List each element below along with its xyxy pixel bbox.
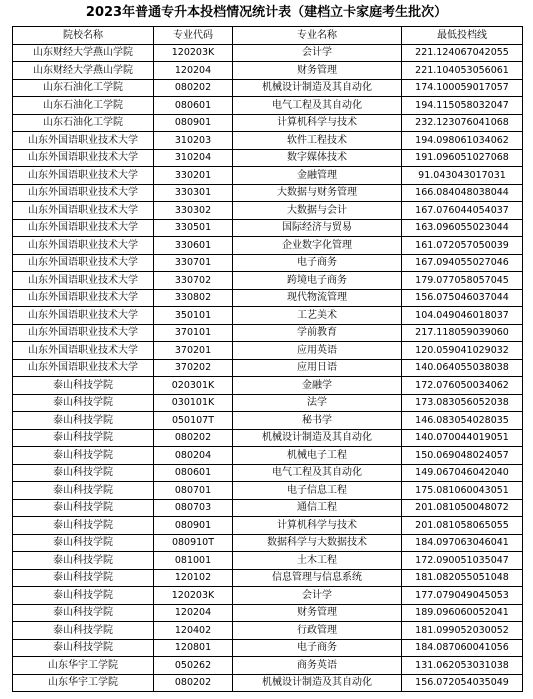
min-score-cell: 194.098061034062 xyxy=(402,132,523,150)
table-row xyxy=(13,674,523,692)
major-name-cell: 电子信息工程 xyxy=(233,482,402,500)
table-row xyxy=(13,639,523,657)
min-score-cell: 181.082055051048 xyxy=(402,569,523,587)
school-cell: 山东外国语职业技术大学 xyxy=(13,342,154,360)
table-row xyxy=(13,149,523,167)
school-cell: 山东财经大学燕山学院 xyxy=(13,62,154,80)
table-row xyxy=(13,622,523,640)
major-code-cell: 370201 xyxy=(154,342,233,360)
major-code-cell: 120203K xyxy=(154,587,233,605)
min-score-cell: 181.099052030052 xyxy=(402,622,523,640)
school-cell: 泰山科技学院 xyxy=(13,499,154,517)
min-score-cell: 91.043043017031 xyxy=(402,167,523,185)
table-row xyxy=(13,167,523,185)
min-score-cell: 194.115058032047 xyxy=(402,97,523,115)
major-name-cell: 财务管理 xyxy=(233,604,402,622)
school-cell: 山东外国语职业技术大学 xyxy=(13,324,154,342)
school-cell: 泰山科技学院 xyxy=(13,639,154,657)
school-cell: 泰山科技学院 xyxy=(13,622,154,640)
major-code-cell: 310204 xyxy=(154,149,233,167)
min-score-cell: 146.083054028035 xyxy=(402,412,523,430)
major-code-cell: 370101 xyxy=(154,324,233,342)
header-min-score: 最低投档线 xyxy=(402,27,523,45)
major-name-cell: 机械设计制造及其自动化 xyxy=(233,429,402,447)
table-row xyxy=(13,604,523,622)
major-name-cell: 企业数字化管理 xyxy=(233,237,402,255)
major-code-cell: 330201 xyxy=(154,167,233,185)
min-score-cell: 184.097063046041 xyxy=(402,534,523,552)
major-code-cell: 030101K xyxy=(154,394,233,412)
major-name-cell: 应用日语 xyxy=(233,359,402,377)
major-name-cell: 会计学 xyxy=(233,44,402,62)
major-name-cell: 现代物流管理 xyxy=(233,289,402,307)
school-cell: 山东外国语职业技术大学 xyxy=(13,272,154,290)
min-score-cell: 131.062053031038 xyxy=(402,657,523,675)
school-cell: 山东外国语职业技术大学 xyxy=(13,254,154,272)
major-code-cell: 330302 xyxy=(154,202,233,220)
major-code-cell: 330601 xyxy=(154,237,233,255)
min-score-cell: 221.104053056061 xyxy=(402,62,523,80)
table-row xyxy=(13,429,523,447)
school-cell: 山东外国语职业技术大学 xyxy=(13,132,154,150)
major-name-cell: 机械设计制造及其自动化 xyxy=(233,79,402,97)
min-score-cell: 166.084048038044 xyxy=(402,184,523,202)
table-row xyxy=(13,534,523,552)
min-score-cell: 217.118059039060 xyxy=(402,324,523,342)
table-row xyxy=(13,289,523,307)
school-cell: 泰山科技学院 xyxy=(13,604,154,622)
major-code-cell: 080601 xyxy=(154,97,233,115)
table-row xyxy=(13,254,523,272)
min-score-cell: 120.059041029032 xyxy=(402,342,523,360)
school-cell: 山东石油化工学院 xyxy=(13,97,154,115)
major-name-cell: 秘书学 xyxy=(233,412,402,430)
major-code-cell: 350101 xyxy=(154,307,233,325)
major-name-cell: 计算机科学与技术 xyxy=(233,517,402,535)
table-row xyxy=(13,359,523,377)
major-code-cell: 120204 xyxy=(154,604,233,622)
min-score-cell: 104.049046018037 xyxy=(402,307,523,325)
table-row xyxy=(13,482,523,500)
school-cell: 泰山科技学院 xyxy=(13,377,154,395)
school-cell: 山东华宇工学院 xyxy=(13,657,154,675)
major-name-cell: 会计学 xyxy=(233,587,402,605)
major-name-cell: 财务管理 xyxy=(233,62,402,80)
school-cell: 泰山科技学院 xyxy=(13,552,154,570)
major-name-cell: 行政管理 xyxy=(233,622,402,640)
table-row xyxy=(13,499,523,517)
header-major-code: 专业代码 xyxy=(154,27,233,45)
major-name-cell: 工艺美术 xyxy=(233,307,402,325)
major-code-cell: 080601 xyxy=(154,464,233,482)
min-score-cell: 156.072054035049 xyxy=(402,674,523,692)
major-name-cell: 计算机科学与技术 xyxy=(233,114,402,132)
major-name-cell: 跨境电子商务 xyxy=(233,272,402,290)
min-score-cell: 156.075046037044 xyxy=(402,289,523,307)
major-code-cell: 080204 xyxy=(154,447,233,465)
major-code-cell: 120102 xyxy=(154,569,233,587)
min-score-cell: 201.081050048072 xyxy=(402,499,523,517)
table-row xyxy=(13,202,523,220)
major-code-cell: 080202 xyxy=(154,674,233,692)
school-cell: 山东石油化工学院 xyxy=(13,79,154,97)
major-name-cell: 金融管理 xyxy=(233,167,402,185)
school-cell: 山东外国语职业技术大学 xyxy=(13,149,154,167)
min-score-cell: 140.070044019051 xyxy=(402,429,523,447)
school-cell: 山东外国语职业技术大学 xyxy=(13,359,154,377)
table-row xyxy=(13,184,523,202)
school-cell: 泰山科技学院 xyxy=(13,412,154,430)
header-school: 院校名称 xyxy=(13,27,154,45)
school-cell: 泰山科技学院 xyxy=(13,429,154,447)
min-score-cell: 174.100059017057 xyxy=(402,79,523,97)
table-row xyxy=(13,464,523,482)
major-name-cell: 电气工程及其自动化 xyxy=(233,464,402,482)
major-name-cell: 学前教育 xyxy=(233,324,402,342)
min-score-cell: 161.072057050039 xyxy=(402,237,523,255)
major-code-cell: 120203K xyxy=(154,44,233,62)
major-name-cell: 金融学 xyxy=(233,377,402,395)
school-cell: 泰山科技学院 xyxy=(13,534,154,552)
table-row xyxy=(13,412,523,430)
min-score-cell: 184.087060041056 xyxy=(402,639,523,657)
major-code-cell: 120801 xyxy=(154,639,233,657)
min-score-cell: 201.081058065055 xyxy=(402,517,523,535)
table-row xyxy=(13,377,523,395)
school-cell: 泰山科技学院 xyxy=(13,447,154,465)
major-name-cell: 机械电子工程 xyxy=(233,447,402,465)
major-code-cell: 330501 xyxy=(154,219,233,237)
min-score-cell: 232.123076041068 xyxy=(402,114,523,132)
major-code-cell: 080701 xyxy=(154,482,233,500)
table-row xyxy=(13,517,523,535)
table-row xyxy=(13,97,523,115)
table-row xyxy=(13,587,523,605)
table-row xyxy=(13,447,523,465)
major-code-cell: 080901 xyxy=(154,517,233,535)
table-row xyxy=(13,132,523,150)
major-name-cell: 大数据与会计 xyxy=(233,202,402,220)
major-name-cell: 大数据与财务管理 xyxy=(233,184,402,202)
min-score-cell: 172.090051035047 xyxy=(402,552,523,570)
min-score-cell: 189.096060052041 xyxy=(402,604,523,622)
major-name-cell: 电子商务 xyxy=(233,254,402,272)
table-row xyxy=(13,569,523,587)
school-cell: 山东华宇工学院 xyxy=(13,674,154,692)
min-score-cell: 150.069048024057 xyxy=(402,447,523,465)
table-row xyxy=(13,79,523,97)
major-name-cell: 机械设计制造及其自动化 xyxy=(233,674,402,692)
school-cell: 泰山科技学院 xyxy=(13,517,154,535)
major-code-cell: 330702 xyxy=(154,272,233,290)
table-row xyxy=(13,394,523,412)
min-score-cell: 172.076050034062 xyxy=(402,377,523,395)
major-code-cell: 080901 xyxy=(154,114,233,132)
document-title: 2023年普通专升本投档情况统计表（建档立卡家庭考生批次） xyxy=(85,5,448,20)
min-score-cell: 221.124067042055 xyxy=(402,44,523,62)
header-major-name: 专业名称 xyxy=(233,27,402,45)
table-row xyxy=(13,657,523,675)
min-score-cell: 149.067046042040 xyxy=(402,464,523,482)
school-cell: 泰山科技学院 xyxy=(13,569,154,587)
major-code-cell: 120402 xyxy=(154,622,233,640)
major-name-cell: 应用英语 xyxy=(233,342,402,360)
table-row xyxy=(13,342,523,360)
major-name-cell: 商务英语 xyxy=(233,657,402,675)
major-code-cell: 080202 xyxy=(154,79,233,97)
table-row xyxy=(13,324,523,342)
table-body xyxy=(13,44,523,692)
school-cell: 山东财经大学燕山学院 xyxy=(13,44,154,62)
major-code-cell: 370202 xyxy=(154,359,233,377)
admission-table xyxy=(12,26,523,692)
min-score-cell: 173.083056052038 xyxy=(402,394,523,412)
major-name-cell: 土木工程 xyxy=(233,552,402,570)
school-cell: 山东外国语职业技术大学 xyxy=(13,202,154,220)
min-score-cell: 191.096051027068 xyxy=(402,149,523,167)
table-header-row xyxy=(13,27,523,45)
major-name-cell: 软件工程技术 xyxy=(233,132,402,150)
major-code-cell: 050107T xyxy=(154,412,233,430)
school-cell: 山东外国语职业技术大学 xyxy=(13,289,154,307)
school-cell: 泰山科技学院 xyxy=(13,482,154,500)
min-score-cell: 163.096055023044 xyxy=(402,219,523,237)
school-cell: 山东外国语职业技术大学 xyxy=(13,307,154,325)
min-score-cell: 175.081060043051 xyxy=(402,482,523,500)
table-row xyxy=(13,272,523,290)
school-cell: 山东外国语职业技术大学 xyxy=(13,219,154,237)
school-cell: 泰山科技学院 xyxy=(13,587,154,605)
major-code-cell: 330802 xyxy=(154,289,233,307)
school-cell: 泰山科技学院 xyxy=(13,394,154,412)
min-score-cell: 140.064055038038 xyxy=(402,359,523,377)
major-name-cell: 信息管理与信息系统 xyxy=(233,569,402,587)
table-row xyxy=(13,62,523,80)
major-code-cell: 050262 xyxy=(154,657,233,675)
major-code-cell: 080910T xyxy=(154,534,233,552)
table-row xyxy=(13,552,523,570)
school-cell: 泰山科技学院 xyxy=(13,464,154,482)
major-code-cell: 020301K xyxy=(154,377,233,395)
min-score-cell: 167.076044054037 xyxy=(402,202,523,220)
min-score-cell: 167.094055027046 xyxy=(402,254,523,272)
school-cell: 山东外国语职业技术大学 xyxy=(13,237,154,255)
major-code-cell: 330701 xyxy=(154,254,233,272)
school-cell: 山东外国语职业技术大学 xyxy=(13,184,154,202)
major-name-cell: 电子商务 xyxy=(233,639,402,657)
table-row xyxy=(13,237,523,255)
table-row xyxy=(13,219,523,237)
major-code-cell: 330301 xyxy=(154,184,233,202)
major-name-cell: 国际经济与贸易 xyxy=(233,219,402,237)
major-code-cell: 081001 xyxy=(154,552,233,570)
school-cell: 山东外国语职业技术大学 xyxy=(13,167,154,185)
table-row xyxy=(13,114,523,132)
min-score-cell: 177.079049045053 xyxy=(402,587,523,605)
major-code-cell: 080202 xyxy=(154,429,233,447)
major-name-cell: 数据科学与大数据技术 xyxy=(233,534,402,552)
major-name-cell: 电气工程及其自动化 xyxy=(233,97,402,115)
table-row xyxy=(13,44,523,62)
major-name-cell: 法学 xyxy=(233,394,402,412)
major-code-cell: 120204 xyxy=(154,62,233,80)
table-row xyxy=(13,307,523,325)
major-code-cell: 080703 xyxy=(154,499,233,517)
major-name-cell: 数字媒体技术 xyxy=(233,149,402,167)
school-cell: 山东石油化工学院 xyxy=(13,114,154,132)
major-name-cell: 通信工程 xyxy=(233,499,402,517)
major-code-cell: 310203 xyxy=(154,132,233,150)
min-score-cell: 179.077058057045 xyxy=(402,272,523,290)
